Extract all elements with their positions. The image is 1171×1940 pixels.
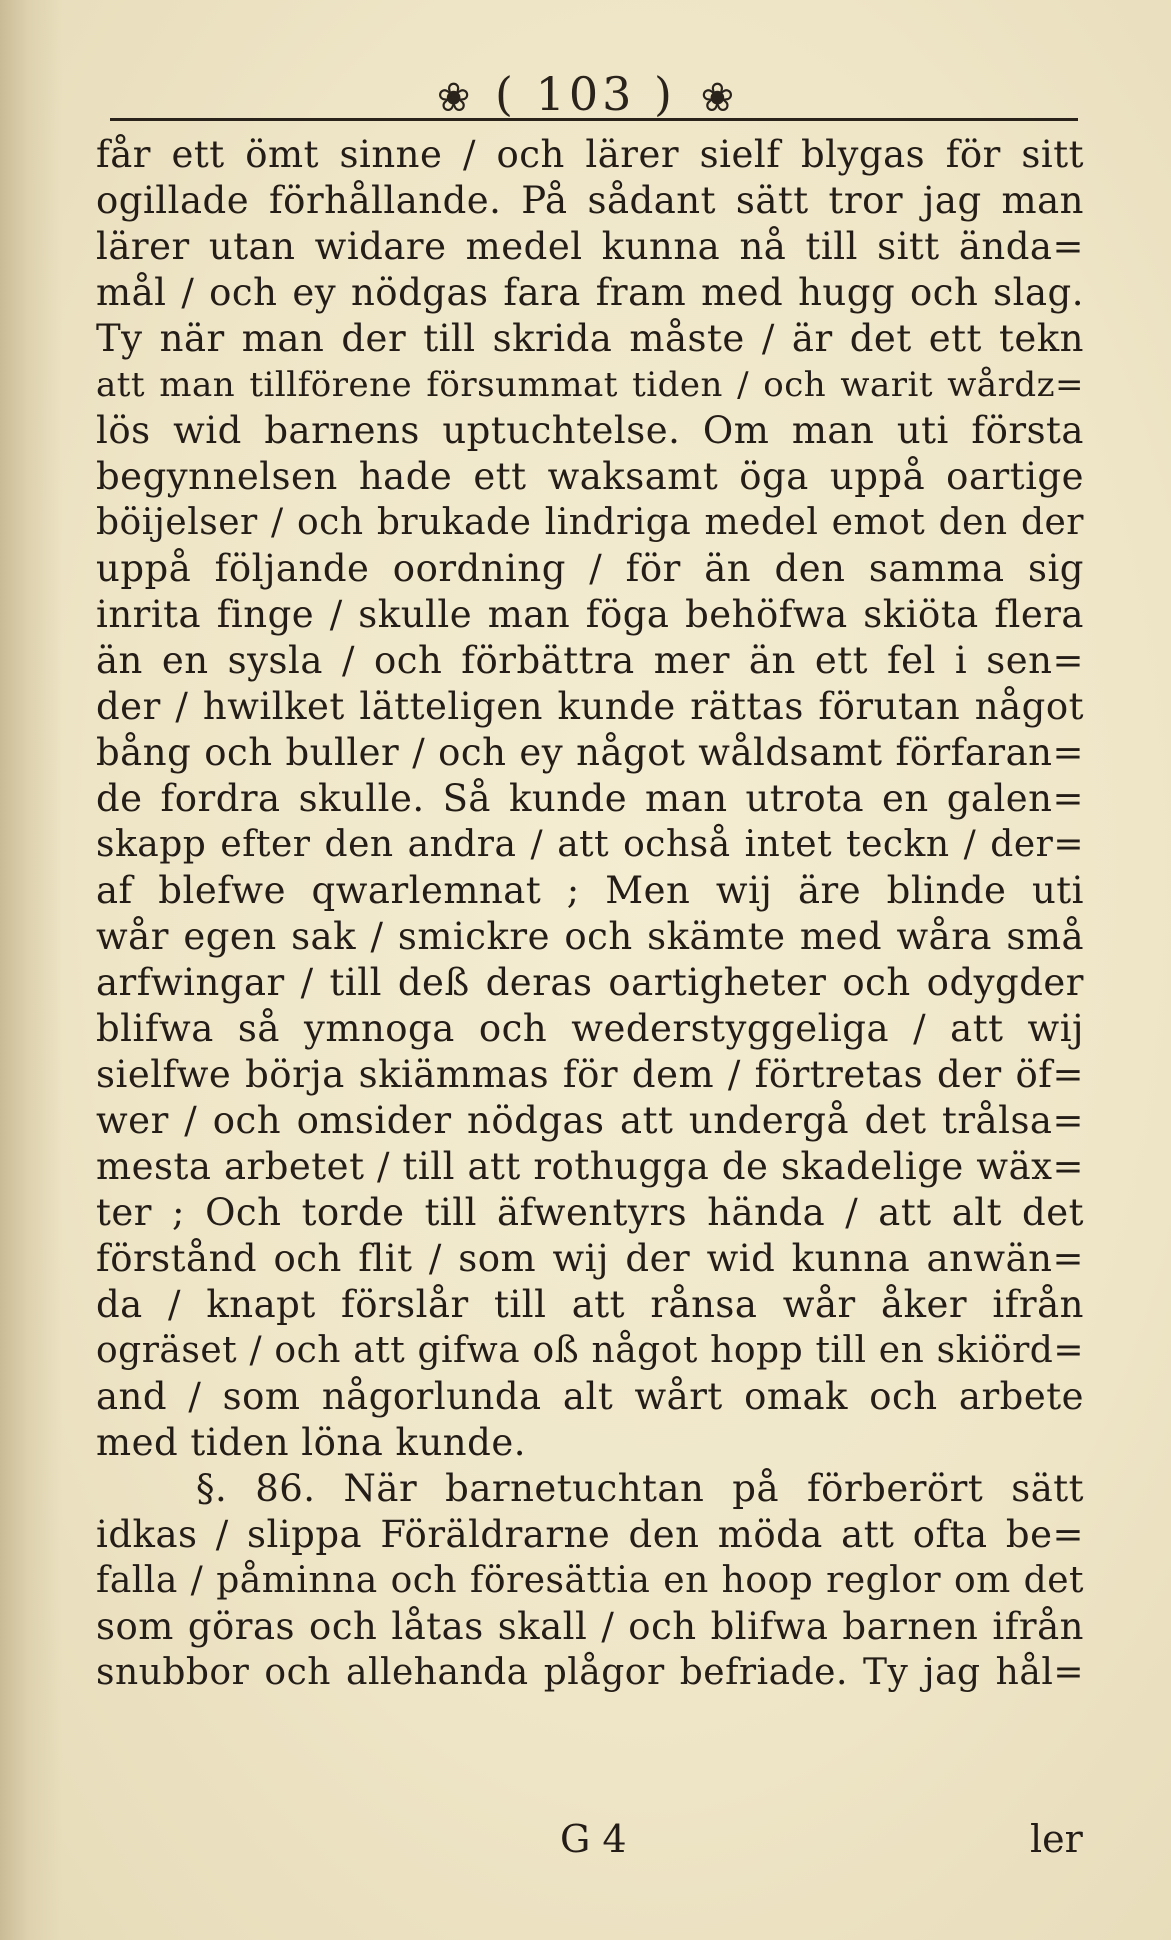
text-line: der / hwilket lätteligen kunde rättas förutan något bbox=[96, 685, 1084, 728]
ornament-right-icon: ❀ bbox=[700, 75, 735, 121]
text-line: de fordra skulle. Så kunde man utrota en galen= bbox=[96, 777, 1084, 820]
signature-mark: G 4 bbox=[560, 1817, 627, 1861]
text-line: att man tillförene försummat tiden / och warit wårdz= bbox=[96, 365, 1084, 405]
text-line: ter ; Och torde till äfwentyrs hända / att alt det bbox=[96, 1191, 1084, 1234]
text-line: Ty när man der till skrida måste / är det ett tekn bbox=[96, 317, 1084, 360]
page-gutter-shadow bbox=[0, 0, 62, 1940]
text-line: da / knapt förslår till att rånsa wår åker ifrån bbox=[96, 1283, 1084, 1326]
text-line: bång och buller / och ey något wåldsamt förfaran= bbox=[96, 731, 1084, 774]
text-line: uppå följande oordning / för än den samma sig bbox=[96, 547, 1084, 590]
text-line: arfwingar / till deß deras oartigheter och odygder bbox=[96, 961, 1084, 1004]
text-line: får ett ömt sinne / och lärer sielf blygas för sitt bbox=[96, 133, 1084, 176]
text-line: förstånd och flit / som wij der wid kunna anwän= bbox=[96, 1237, 1084, 1280]
section-heading-line: §. 86. När barnetuchtan på förberört sätt bbox=[196, 1467, 1084, 1510]
text-line: inrita finge / skulle man föga behöfwa skiöta flera bbox=[96, 593, 1084, 636]
text-line: af blefwe qwarlemnat ; Men wij äre blinde uti bbox=[96, 869, 1084, 912]
text-line: med tiden löna kunde. bbox=[96, 1421, 526, 1464]
body-text bbox=[96, 132, 1084, 1696]
text-line: lös wid barnens uptuchtelse. Om man uti första bbox=[96, 409, 1084, 452]
ornament-left-icon: ❀ bbox=[436, 75, 471, 121]
text-line: and / som någorlunda alt wårt omak och arbete bbox=[96, 1375, 1084, 1418]
text-line: som göras och låtas skall / och blifwa barnen ifrån bbox=[96, 1605, 1084, 1648]
text-line: begynnelsen hade ett waksamt öga uppå oartige bbox=[96, 455, 1084, 498]
page-number: ( 103 ) bbox=[495, 67, 676, 121]
page-footer bbox=[0, 1811, 1171, 1867]
text-line: falla / påminna och föresättia en hoop reglor om det bbox=[96, 1560, 1084, 1601]
text-line: blifwa så ymnoga och wederstyggeliga / att wij bbox=[96, 1007, 1084, 1050]
text-line: än en sysla / och förbättra mer än ett fel i sen= bbox=[96, 639, 1084, 682]
text-line: mål / och ey nödgas fara fram med hugg och slag. bbox=[96, 271, 1084, 314]
text-line: ogillade förhållande. På sådant sätt tror jag man bbox=[96, 179, 1084, 222]
text-line: böijelser / och brukade lindriga medel emot den der bbox=[96, 502, 1084, 543]
text-line: idkas / slippa Föräldrarne den möda att ofta be= bbox=[96, 1513, 1084, 1556]
text-line: ogräset / och att gifwa oß något hopp till en skiörd= bbox=[96, 1330, 1084, 1371]
text-line: wår egen sak / smickre och skämte med wåra små bbox=[96, 915, 1084, 958]
running-header bbox=[0, 62, 1171, 126]
catchword: ler bbox=[1030, 1817, 1083, 1861]
text-line: wer / och omsider nödgas att undergå det trålsa= bbox=[96, 1099, 1084, 1142]
header-rule bbox=[110, 118, 1078, 121]
text-line: lärer utan widare medel kunna nå till sitt ända= bbox=[96, 225, 1084, 268]
text-line: mesta arbetet / till att rothugga de skadelige wäx= bbox=[96, 1145, 1084, 1188]
text-line: sielfwe börja skiämmas för dem / förtretas der öf= bbox=[96, 1053, 1084, 1096]
text-line: snubbor och allehanda plågor befriade. Ty jag hål= bbox=[96, 1652, 1084, 1693]
text-line: skapp efter den andra / att ochså intet teckn / der= bbox=[96, 824, 1084, 865]
